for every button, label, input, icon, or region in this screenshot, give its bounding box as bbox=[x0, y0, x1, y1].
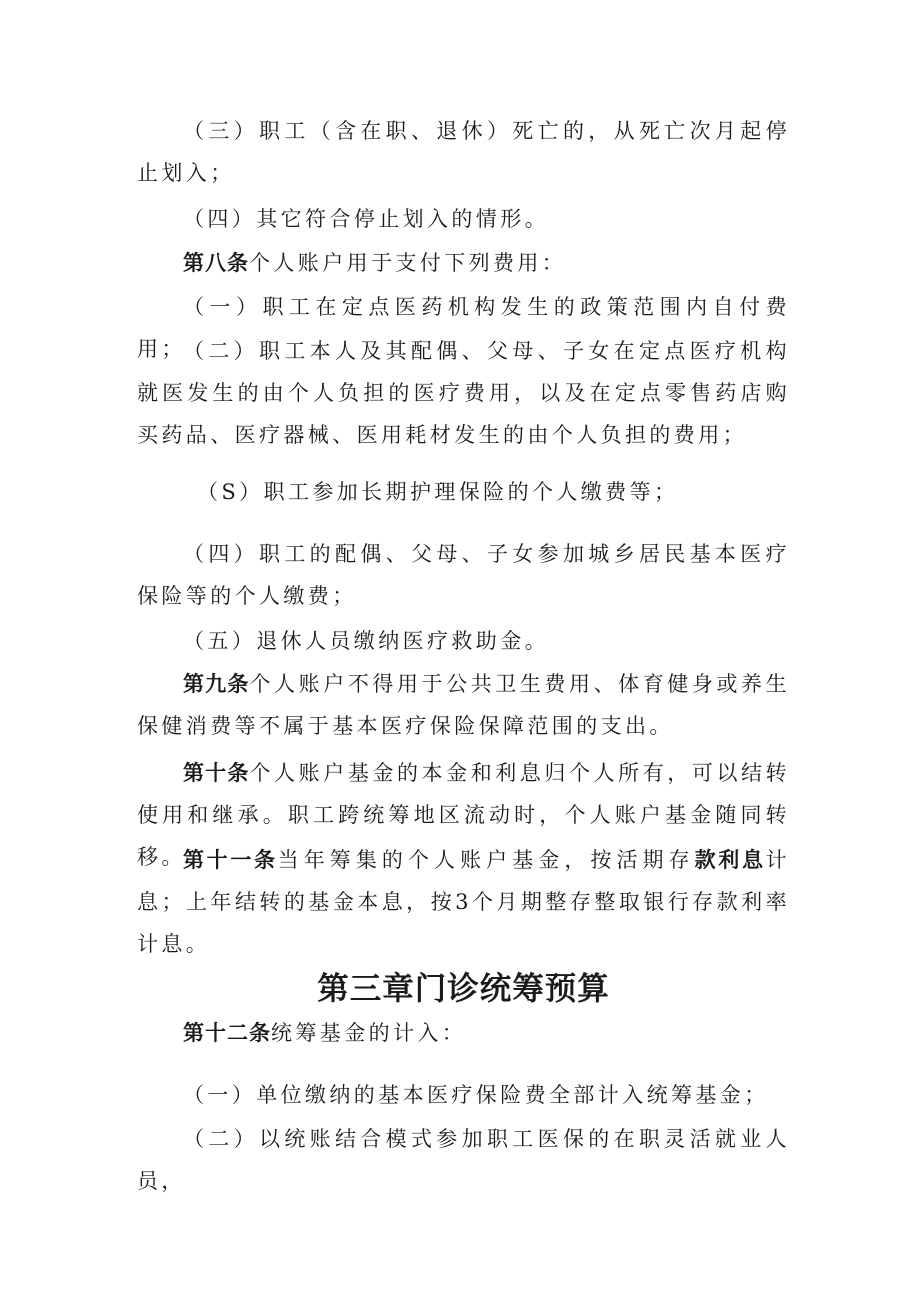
article-11-text-a: 当年筹集的个人账户基金，按活期存 bbox=[277, 848, 695, 872]
article-11 bbox=[137, 839, 790, 965]
article-12-title: 第十二条 bbox=[183, 1021, 271, 1045]
paragraph-fund-item-1: （一）单位缴纳的基本医疗保险费全部计入统筹基金； bbox=[183, 1083, 769, 1107]
article-9-title: 第九条 bbox=[183, 672, 250, 696]
paragraph-item-3: （S）职工参加长期护理保险的个人缴费等； bbox=[197, 480, 679, 504]
article-11-title: 第十一条 bbox=[183, 848, 278, 872]
article-11-text-b: 计息；上年结转的基金本息，按3个月期整存整取银行存款利率计息。 bbox=[137, 848, 791, 956]
article-11-bold: 款利息 bbox=[694, 848, 766, 872]
article-8-title: 第八条 bbox=[183, 251, 249, 275]
paragraph-stop-other: （四）其它符合停止划入的情形。 bbox=[183, 207, 549, 231]
paragraph-item-1: （一）职工在定点医药机构发生的政策范围内自付费用； bbox=[137, 295, 790, 361]
article-10-text: 个人账户基金的本金和利息归个人所有，可以结转使用和继承。职工跨统筹地区流动时，个人账户基金随同转移。 bbox=[137, 761, 790, 869]
article-12-text: 统筹基金的计入： bbox=[271, 1021, 467, 1045]
paragraph-item-2: （二）职工本人及其配偶、父母、子女在定点医疗机构就医发生的由个人负担的医疗费用，以及在定点零售药店购买药品、医疗器械、医用耗材发生的由个人负担的费用； bbox=[137, 339, 790, 447]
paragraph-item-5: （五）退休人员缴纳医疗救助金。 bbox=[183, 629, 549, 653]
article-9 bbox=[137, 663, 790, 747]
chapter-3-heading: 第三章门诊统筹预算 bbox=[317, 971, 610, 1007]
paragraph-item-4: （四）职工的配偶、父母、子女参加城乡居民基本医疗保险等的个人缴费； bbox=[137, 542, 790, 608]
paragraph-stop-death: （三）职工（含在职、退休）死亡的，从死亡次月起停止划入； bbox=[137, 119, 790, 185]
article-8-text: 个人账户用于支付下列费用： bbox=[249, 251, 567, 275]
paragraph-fund-item-2: （二）以统账结合模式参加职工医保的在职灵活就业人员， bbox=[137, 1127, 790, 1193]
article-12 bbox=[137, 1012, 790, 1054]
article-10-title: 第十条 bbox=[183, 761, 250, 785]
article-8 bbox=[137, 242, 790, 284]
article-9-text: 个人账户不得用于公共卫生费用、体育健身或养生保健消费等不属于基本医疗保险保障范围的支出。 bbox=[137, 672, 790, 738]
